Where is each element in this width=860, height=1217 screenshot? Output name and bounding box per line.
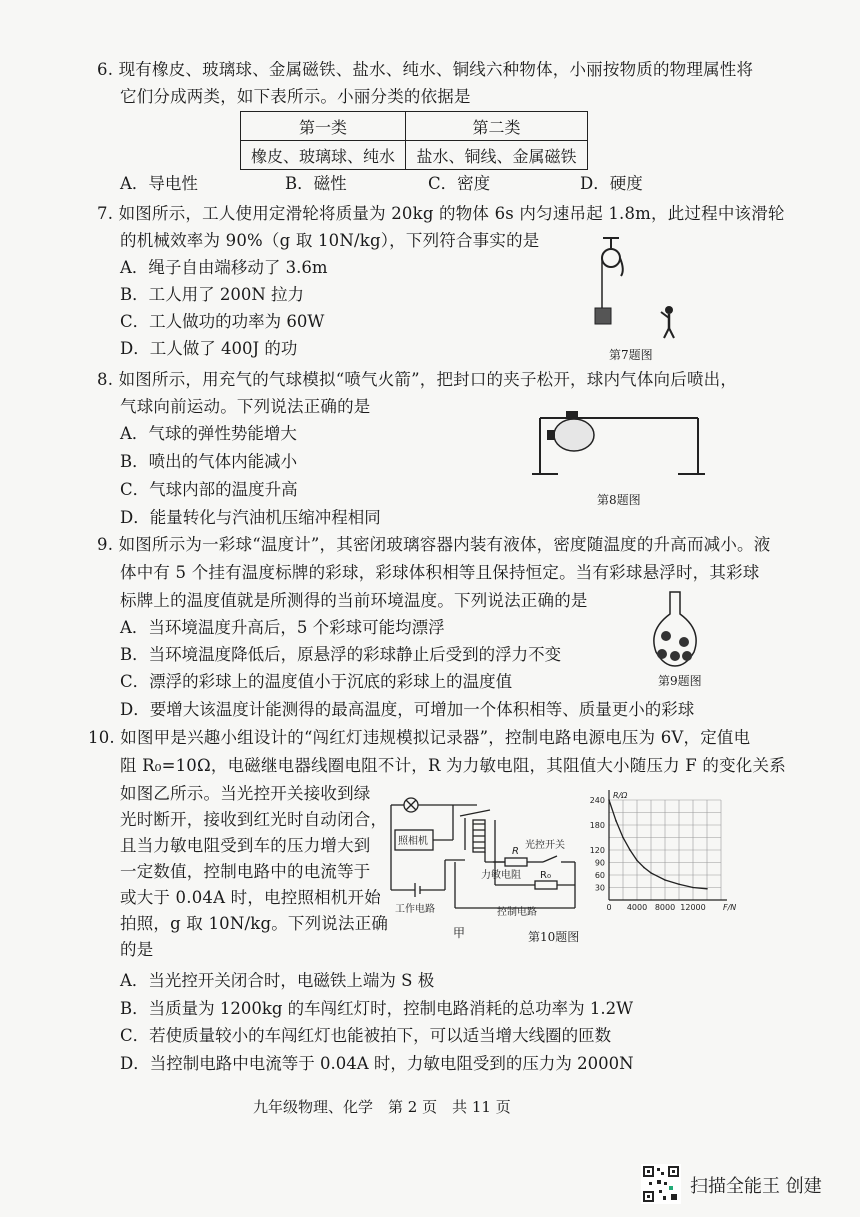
q7-line1: 7. 如图所示，工人使用定滑轮将质量为 20kg 的物体 6s 内匀速吊起 1.8m，此过程中该滑轮	[97, 204, 785, 223]
resistance-curve	[609, 800, 707, 889]
q9-line1: 9. 如图所示为一彩球“温度计”，其密闭玻璃容器内装有液体，密度随温度的升高而减小。液	[97, 535, 771, 554]
q10-side-line: 且当力敏电阻受到车的压力增大到	[120, 836, 371, 855]
resistance-force-chart	[585, 785, 745, 920]
balloon-figure	[530, 408, 710, 480]
q7-option-c: C．工人做功的功率为 60W	[120, 312, 325, 331]
q7-line2: 的机械效率为 90%（g 取 10N/kg），下列符合事实的是	[120, 231, 540, 250]
q8-option-b: B．喷出的气体内能减小	[120, 452, 298, 471]
camera-label: 照相机	[398, 836, 428, 847]
y-tick-label: 60	[594, 871, 605, 880]
chart-caption: 第10题图	[528, 930, 580, 944]
force-resistor-label: 力敏电阻	[481, 870, 521, 881]
q10-side-line: 的是	[120, 940, 154, 959]
q6-option-b: B．磁性	[285, 174, 347, 193]
q6-line2: 它们分成两类，如下表所示。小丽分类的依据是	[120, 87, 471, 106]
q9-caption: 第9题图	[658, 674, 702, 688]
q10-line1: 10. 如图甲是兴趣小组设计的“闯红灯违规模拟记录器”，控制电路电源电压为 6V，定值电	[88, 728, 751, 747]
y-axis-label: R/Ω	[613, 791, 628, 800]
q9-option-d: D．要增大该温度计能测得的最高温度，可增加一个体积相等、质量更小的彩球	[120, 700, 695, 719]
data-point	[706, 888, 708, 890]
data-point	[629, 849, 631, 851]
q8-line2: 气球向前运动。下列说法正确的是	[120, 397, 371, 416]
data-point	[692, 887, 694, 889]
data-point	[636, 860, 638, 862]
control-circuit-label: 控制电路	[497, 907, 537, 918]
q7-caption: 第7题图	[609, 348, 653, 362]
q8-option-d: D．能量转化与汽油机压缩冲程相同	[120, 508, 381, 527]
x-axis-label: F/N	[723, 903, 737, 912]
page-footer: 九年级物理、化学 第 2 页 共 11 页	[253, 1098, 511, 1116]
q10-side-line: 一定数值，控制电路中的电流等于	[120, 862, 371, 881]
pulley-figure	[585, 236, 695, 346]
y-tick-label: 180	[589, 821, 605, 830]
q10-side-line: 光时断开，接收到红光时自动闭合，	[120, 810, 388, 829]
table-header: 第二类	[406, 112, 588, 141]
data-point	[643, 867, 645, 869]
q10-line2: 阻 R₀=10Ω，电磁继电器线圈电阻不计，R 为力敏电阻，其阻值大小随压力 F 的变化关系	[120, 756, 786, 775]
data-point	[678, 883, 680, 885]
data-point	[622, 837, 624, 839]
q8-caption: 第8题图	[597, 493, 641, 507]
r-label: R	[512, 846, 519, 857]
circuit-jia-label: 甲	[453, 926, 466, 940]
data-point	[608, 799, 610, 801]
x-tick-label: 4000	[626, 903, 648, 912]
q7-option-d: D．工人做了 400J 的功	[120, 339, 298, 358]
q7-option-b: B．工人用了 200N 拉力	[120, 285, 305, 304]
scanner-watermark: 扫描全能王 创建	[690, 1176, 822, 1197]
y-tick-label: 90	[594, 858, 605, 868]
table-header: 第一类	[241, 112, 406, 141]
table-cell: 盐水、铜线、金属磁铁	[406, 141, 588, 170]
q9-option-c: C．漂浮的彩球上的温度值小于沉底的彩球上的温度值	[120, 672, 513, 691]
data-point	[664, 879, 666, 881]
classification-table	[240, 111, 588, 170]
circuit-diagram	[385, 790, 585, 920]
table-cell: 橡皮、玻璃球、纯水	[241, 141, 406, 170]
q10-option-d: D．当控制电路中电流等于 0.04A 时，力敏电阻受到的压力为 2000N	[120, 1054, 634, 1073]
y-tick-label: 30	[594, 883, 605, 893]
q9-line3: 标牌上的温度值就是所测得的当前环境温度。下列说法正确的是	[120, 591, 588, 610]
q10-side-line: 如图乙所示。当光控开关接收到绿	[120, 784, 371, 803]
x-tick-label: 8000	[654, 903, 676, 912]
q6-option-a: A．导电性	[120, 174, 198, 193]
qr-code-icon	[641, 1164, 681, 1204]
data-point	[615, 820, 617, 822]
y-tick-label: 240	[589, 796, 605, 805]
q10-side-line: 或大于 0.04A 时，电控照相机开始	[120, 888, 381, 907]
q10-option-b: B．当质量为 1200kg 的车闯红灯时，控制电路消耗的总功率为 1.2W	[120, 999, 634, 1018]
y-tick-label: 120	[589, 846, 605, 855]
work-circuit-label: 工作电路	[395, 904, 435, 915]
color-ball-thermometer-figure	[640, 590, 710, 670]
q8-line1: 8. 如图所示，用充气的气球模拟“喷气火箭”，把封口的夹子松开，球内气体向后喷出，	[97, 370, 738, 389]
x-tick-label: 0	[606, 903, 612, 912]
q9-option-a: A．当环境温度升高后，5 个彩球可能均漂浮	[120, 618, 445, 637]
q10-side-line: 拍照，g 取 10N/kg。下列说法正确	[120, 914, 389, 933]
q6-line1: 6. 现有橡皮、玻璃球、金属磁铁、盐水、纯水、铜线六种物体，小丽按物质的物理属性将	[97, 60, 754, 79]
q7-option-a: A．绳子自由端移动了 3.6m	[120, 258, 328, 277]
q8-option-a: A．气球的弹性势能增大	[120, 424, 297, 443]
data-point	[650, 872, 652, 874]
r0-label: R₀	[540, 870, 551, 881]
q6-option-d: D．硬度	[580, 174, 643, 193]
q9-line2: 体中有 5 个挂有温度标牌的彩球，彩球体积相等且保持恒定。当有彩球悬浮时，其彩球	[120, 563, 760, 582]
q10-option-c: C．若使质量较小的车闯红灯也能被拍下，可以适当增大线圈的匝数	[120, 1026, 612, 1045]
q10-option-a: A．当光控开关闭合时，电磁铁上端为 S 极	[120, 971, 435, 990]
q9-option-b: B．当环境温度降低后，原悬浮的彩球静止后受到的浮力不变	[120, 645, 562, 664]
x-tick-label: 12000	[680, 903, 706, 912]
q8-option-c: C．气球内部的温度升高	[120, 480, 298, 499]
q6-option-c: C．密度	[428, 174, 491, 193]
light-switch-label: 光控开关	[525, 840, 565, 851]
